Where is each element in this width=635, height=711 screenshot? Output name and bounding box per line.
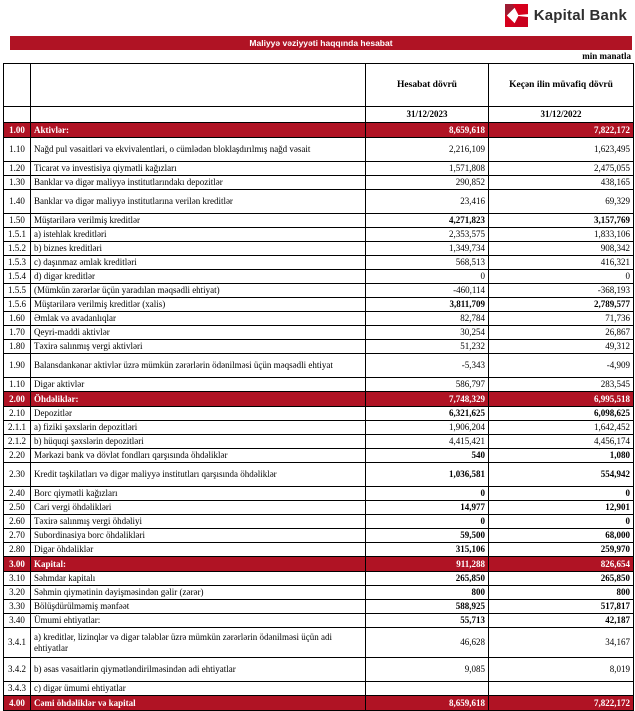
- value-prior: [489, 682, 634, 696]
- row-code: 2.10: [4, 407, 31, 421]
- value-prior: 826,654: [489, 557, 634, 572]
- row-code: 1.5.2: [4, 242, 31, 256]
- row-code: 1.30: [4, 176, 31, 190]
- value-prior: 0: [489, 515, 634, 529]
- value-prior: 3,157,769: [489, 214, 634, 228]
- value-current: 8,659,618: [366, 696, 489, 711]
- value-current: 0: [366, 515, 489, 529]
- table-row: [4, 228, 634, 242]
- row-label: Banklar və digər maliyyə institutlarındakı depozitlər: [31, 176, 366, 190]
- value-prior: 71,736: [489, 312, 634, 326]
- table-body: [4, 123, 634, 711]
- row-code: 2.60: [4, 515, 31, 529]
- row-label: Digər öhdəliklər: [31, 543, 366, 557]
- row-label: a) fiziki şəxslərin depozitləri: [31, 421, 366, 435]
- table-row: [4, 138, 634, 162]
- value-current: 4,271,823: [366, 214, 489, 228]
- row-code: 2.70: [4, 529, 31, 543]
- value-prior: 4,456,174: [489, 435, 634, 449]
- row-code: 3.10: [4, 572, 31, 586]
- value-prior: 26,867: [489, 326, 634, 340]
- value-prior: 554,942: [489, 463, 634, 487]
- value-prior: 1,833,106: [489, 228, 634, 242]
- table-row: [4, 658, 634, 682]
- row-code: 3.4.2: [4, 658, 31, 682]
- row-label: Öhdəliklər:: [31, 392, 366, 407]
- table-row: [4, 214, 634, 228]
- row-code: 2.20: [4, 449, 31, 463]
- header-current-period: Hesabat dövrü: [366, 64, 489, 107]
- row-label: Kapital:: [31, 557, 366, 572]
- table-header-row: [4, 64, 634, 107]
- value-current: -460,114: [366, 284, 489, 298]
- table-row: [4, 515, 634, 529]
- value-current: 6,321,625: [366, 407, 489, 421]
- value-prior: 69,329: [489, 190, 634, 214]
- table-row: [4, 435, 634, 449]
- value-prior: 49,312: [489, 340, 634, 354]
- table-row: [4, 487, 634, 501]
- value-current: 265,850: [366, 572, 489, 586]
- value-prior: -4,909: [489, 354, 634, 378]
- row-label: Cəmi öhdəliklər və kapital: [31, 696, 366, 711]
- table-row: [4, 614, 634, 628]
- row-label: Subordinasiya borc öhdəlikləri: [31, 529, 366, 543]
- value-prior: 800: [489, 586, 634, 600]
- row-label: a) kreditlər, lizinqlər və digər tələblər üzrə mümkün zərərlərin ödənilməsi üçün adi ehtiyatlar: [31, 628, 366, 658]
- value-current: 1,036,581: [366, 463, 489, 487]
- value-current: 586,797: [366, 378, 489, 392]
- row-label: b) əsas vəsaitlərin qiymətləndirilməsindən adi ehtiyatlar: [31, 658, 366, 682]
- table-row: [4, 628, 634, 658]
- value-current: 588,925: [366, 600, 489, 614]
- row-code: 1.5.5: [4, 284, 31, 298]
- row-code: 1.5.6: [4, 298, 31, 312]
- value-current: 290,852: [366, 176, 489, 190]
- row-label: Səhmin qiymətinin dəyişməsindən gəlir (zərər): [31, 586, 366, 600]
- row-label: (Mümkün zərərlər üçün yaradılan məqsədli ehtiyat): [31, 284, 366, 298]
- value-current: 911,288: [366, 557, 489, 572]
- table-row: [4, 449, 634, 463]
- header-label-blank: [31, 64, 366, 107]
- value-prior: 7,822,172: [489, 696, 634, 711]
- prior-period-date: 31/12/2022: [489, 107, 634, 123]
- row-label: Təxirə salınmış vergi öhdəliyi: [31, 515, 366, 529]
- row-label: Depozitlər: [31, 407, 366, 421]
- unit-note: min manatla: [582, 51, 631, 61]
- value-prior: 1,080: [489, 449, 634, 463]
- row-code: 1.5.3: [4, 256, 31, 270]
- table-row: [4, 340, 634, 354]
- row-label: Ticarət və investisiya qiymətli kağızları: [31, 162, 366, 176]
- value-prior: 908,342: [489, 242, 634, 256]
- value-current: 2,353,575: [366, 228, 489, 242]
- table-row: [4, 529, 634, 543]
- date-code-blank: [4, 107, 31, 123]
- value-current: 540: [366, 449, 489, 463]
- value-prior: 42,187: [489, 614, 634, 628]
- row-label: Bölüşdürülməmiş mənfəət: [31, 600, 366, 614]
- table-row: [4, 270, 634, 284]
- row-code: 2.50: [4, 501, 31, 515]
- value-prior: 1,623,495: [489, 138, 634, 162]
- value-current: 568,513: [366, 256, 489, 270]
- row-code: 3.4.3: [4, 682, 31, 696]
- row-code: 1.20: [4, 162, 31, 176]
- row-code: 1.00: [4, 123, 31, 138]
- row-code: 2.40: [4, 487, 31, 501]
- kapital-bank-logo-icon: [505, 4, 528, 27]
- table-row: [4, 190, 634, 214]
- value-current: 0: [366, 270, 489, 284]
- row-code: 1.70: [4, 326, 31, 340]
- table-row: [4, 463, 634, 487]
- row-code: 1.60: [4, 312, 31, 326]
- value-prior: 7,822,172: [489, 123, 634, 138]
- value-current: 14,977: [366, 501, 489, 515]
- value-current: 30,254: [366, 326, 489, 340]
- row-label: Əmlak və avadanlıqlar: [31, 312, 366, 326]
- row-label: Ümumi ehtiyatlar:: [31, 614, 366, 628]
- value-current: 1,349,734: [366, 242, 489, 256]
- row-label: c) digər ümumi ehtiyatlar: [31, 682, 366, 696]
- value-prior: 2,475,055: [489, 162, 634, 176]
- table-row: [4, 572, 634, 586]
- row-code: 1.90: [4, 354, 31, 378]
- table-row: [4, 162, 634, 176]
- value-prior: 6,995,518: [489, 392, 634, 407]
- value-current: 55,713: [366, 614, 489, 628]
- row-code: 1.50: [4, 214, 31, 228]
- table-row: [4, 600, 634, 614]
- row-code: 1.40: [4, 190, 31, 214]
- value-prior: 12,901: [489, 501, 634, 515]
- table-row: [4, 392, 634, 407]
- table-row: [4, 242, 634, 256]
- row-code: 1.5.4: [4, 270, 31, 284]
- value-prior: 1,642,452: [489, 421, 634, 435]
- header-prior-period: Keçən ilin müvafiq dövrü: [489, 64, 634, 107]
- value-current: 1,571,808: [366, 162, 489, 176]
- value-current: 2,216,109: [366, 138, 489, 162]
- value-prior: 0: [489, 270, 634, 284]
- row-code: 2.00: [4, 392, 31, 407]
- value-current: 23,416: [366, 190, 489, 214]
- value-current: 51,232: [366, 340, 489, 354]
- row-code: 3.30: [4, 600, 31, 614]
- logo-text: Kapital Bank: [533, 7, 627, 24]
- value-current: 800: [366, 586, 489, 600]
- value-prior: 68,000: [489, 529, 634, 543]
- value-prior: 517,817: [489, 600, 634, 614]
- row-label: Müştərilərə verilmiş kreditlər (xalis): [31, 298, 366, 312]
- current-period-date: 31/12/2023: [366, 107, 489, 123]
- table-row: [4, 557, 634, 572]
- value-prior: 0: [489, 487, 634, 501]
- row-code: 2.30: [4, 463, 31, 487]
- value-current: 82,784: [366, 312, 489, 326]
- value-current: [366, 682, 489, 696]
- value-current: 315,106: [366, 543, 489, 557]
- table-row: [4, 256, 634, 270]
- row-label: b) biznes kreditləri: [31, 242, 366, 256]
- kapital-bank-logo: [505, 4, 627, 27]
- value-current: 4,415,421: [366, 435, 489, 449]
- value-current: 9,085: [366, 658, 489, 682]
- date-label-blank: [31, 107, 366, 123]
- header-code-blank: [4, 64, 31, 107]
- row-label: Səhmdar kapitalı: [31, 572, 366, 586]
- row-code: 1.5.1: [4, 228, 31, 242]
- row-code: 1.80: [4, 340, 31, 354]
- table-row: [4, 284, 634, 298]
- table-row: [4, 586, 634, 600]
- value-prior: 2,789,577: [489, 298, 634, 312]
- row-code: 2.1.2: [4, 435, 31, 449]
- table-row: [4, 176, 634, 190]
- report-title: Maliyyə vəziyyəti haqqında hesabat: [249, 38, 393, 48]
- row-label: Qeyri-maddi aktivlər: [31, 326, 366, 340]
- row-label: a) istehlak kreditləri: [31, 228, 366, 242]
- value-prior: 259,970: [489, 543, 634, 557]
- table-row: [4, 326, 634, 340]
- row-label: Təxirə salınmış vergi aktivləri: [31, 340, 366, 354]
- table-row: [4, 407, 634, 421]
- value-prior: 283,545: [489, 378, 634, 392]
- table-row: [4, 354, 634, 378]
- row-label: Borc qiymətli kağızları: [31, 487, 366, 501]
- value-current: -5,343: [366, 354, 489, 378]
- value-prior: -368,193: [489, 284, 634, 298]
- row-code: 2.80: [4, 543, 31, 557]
- row-label: Nağd pul vəsaitləri və ekvivalentləri, o cümlədən bloklaşdırılmış nağd vəsait: [31, 138, 366, 162]
- row-label: Banklar və digər maliyyə institutlarına verilən kreditlər: [31, 190, 366, 214]
- row-code: 2.1.1: [4, 421, 31, 435]
- table-row: [4, 298, 634, 312]
- row-label: c) daşınmaz əmlak kreditləri: [31, 256, 366, 270]
- value-prior: 416,321: [489, 256, 634, 270]
- row-code: 3.20: [4, 586, 31, 600]
- table-row: [4, 682, 634, 696]
- value-current: 8,659,618: [366, 123, 489, 138]
- value-current: 1,906,204: [366, 421, 489, 435]
- table-row: [4, 312, 634, 326]
- report-title-bar: [10, 36, 632, 50]
- value-prior: 438,165: [489, 176, 634, 190]
- row-label: Balansdankənar aktivlər üzrə mümkün zərərlərin ödənilməsi üçün məqsədli ehtiyat: [31, 354, 366, 378]
- table-row: [4, 696, 634, 711]
- row-code: 1.10: [4, 378, 31, 392]
- row-label: Digər aktivlər: [31, 378, 366, 392]
- row-label: Mərkəzi bank və dövlət fondları qarşısında öhdəliklər: [31, 449, 366, 463]
- value-current: 59,500: [366, 529, 489, 543]
- row-label: Cari vergi öhdəlikləri: [31, 501, 366, 515]
- value-current: 7,748,329: [366, 392, 489, 407]
- value-prior: 265,850: [489, 572, 634, 586]
- table-row: [4, 123, 634, 138]
- row-code: 3.00: [4, 557, 31, 572]
- row-code: 4.00: [4, 696, 31, 711]
- value-current: 3,811,709: [366, 298, 489, 312]
- row-code: 3.40: [4, 614, 31, 628]
- table-row: [4, 543, 634, 557]
- row-code: 1.10: [4, 138, 31, 162]
- row-label: d) digər kreditlər: [31, 270, 366, 284]
- row-label: Müştərilərə verilmiş kreditlər: [31, 214, 366, 228]
- row-label: b) hüquqi şəxslərin depozitləri: [31, 435, 366, 449]
- row-label: Kredit təşkilatları və digər maliyyə institutları qarşısında öhdəliklər: [31, 463, 366, 487]
- value-prior: 8,019: [489, 658, 634, 682]
- value-current: 0: [366, 487, 489, 501]
- row-code: 3.4.1: [4, 628, 31, 658]
- table-date-row: [4, 107, 634, 123]
- table-row: [4, 501, 634, 515]
- value-prior: 6,098,625: [489, 407, 634, 421]
- value-current: 46,628: [366, 628, 489, 658]
- financial-statement-table: [3, 63, 634, 711]
- table-row: [4, 421, 634, 435]
- value-prior: 34,167: [489, 628, 634, 658]
- row-label: Aktivlər:: [31, 123, 366, 138]
- table-row: [4, 378, 634, 392]
